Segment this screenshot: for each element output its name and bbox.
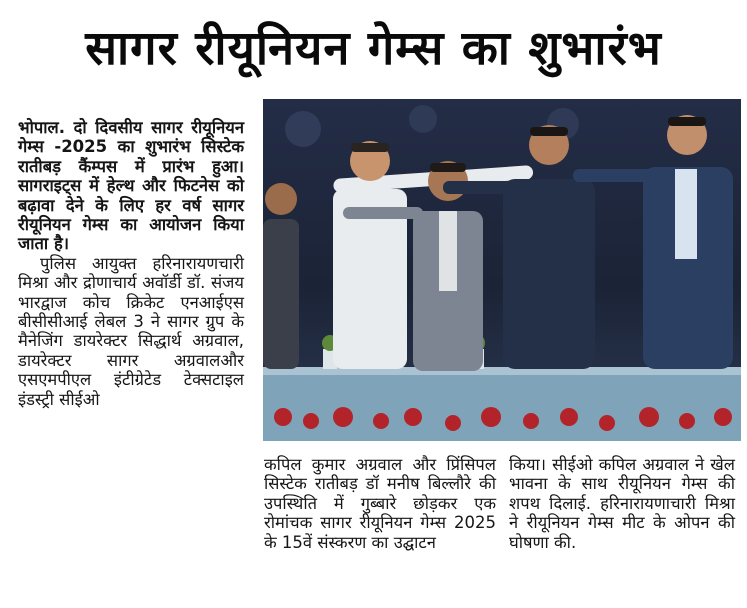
oath-ceremony-photo	[263, 99, 741, 441]
article-column-middle	[264, 455, 496, 552]
article-lead: भोपाल. दो दिवसीय सागर रीयूनियन गेम्स -2025 का शुभारंभ सिस्टेक रातीबड़ कैंम्पस में प्रारंभ हुआ। सागराइट्स में हेल्थ और फिटनेस को बढ़ावा देने के लिए हर वर्ष सागर रीयूनियन गेम्स का आयोजन किया जाता है।	[18, 118, 244, 254]
article-body-middle: कपिल कुमार अग्रवाल और प्रिंसिपल सिस्टेक रातीबड़ डॉ मनीष बिल्लौरे की उपस्थिति में गुब्बारे छोड़कर एक रोमांचक सागर रीयूनियन गेम्स 2025 के 15वें संस्करण का उद्घाटन	[264, 455, 496, 552]
stage-platform	[263, 371, 741, 441]
headline: सागर रीयूनियन गेम्स का शुभारंभ	[85, 21, 662, 76]
article-column-right	[509, 455, 735, 552]
article-column-left	[18, 118, 244, 409]
article-body-right: किया। सीईओ कपिल अग्रवाल ने खेल भावना के साथ रीयूनियन गेम्स की शपथ दिलाई. हरिनारायणाचारी मिश्रा ने रीयूनियन गेम्स मीट के ओपन की घोषणा की.	[509, 455, 735, 552]
article-body-left: पुलिस आयुक्त हरिनारायणचारी मिश्रा और द्रोणाचार्य अवॉर्डी डॉ. संजय भारद्वाज कोच क्रिकेट एनआईएस बीसीसीआई लेबल 3 ने सागर ग्रुप के मैनेजिंग डायरेक्टर सिद्धार्थ अग्रवाल, डायरेक्टर सागर अग्रवालऔर एसएमपीएल इंटीग्रेटेड टेक्सटाइल इंडस्ट्री सीईओ	[18, 253, 244, 409]
news-photo	[263, 99, 741, 441]
